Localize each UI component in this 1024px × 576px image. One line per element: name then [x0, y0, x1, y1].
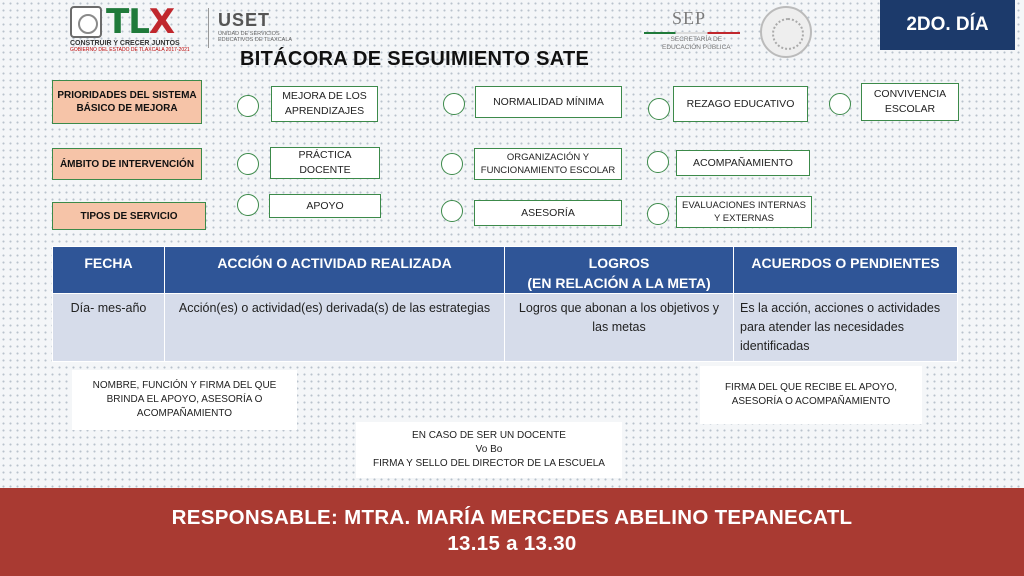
signature-receiver[interactable]: FIRMA DEL QUE RECIBE EL APOYO, ASESORÍA O ACOMPAÑAMIENTO: [700, 366, 922, 424]
page-title: BITÁCORA DE SEGUIMIENTO SATE: [240, 48, 590, 70]
header-logros: LOGROS (EN RELACIÓN A LA META): [505, 247, 734, 294]
radio-normalidad[interactable]: [443, 93, 465, 115]
cell-logros[interactable]: Logros que abonan a los objetivos y las metas: [505, 294, 734, 362]
signature-provider[interactable]: NOMBRE, FUNCIÓN Y FIRMA DEL QUE BRINDA EL APOYO, ASESORÍA O ACOMPAÑAMIENTO: [72, 370, 297, 430]
radio-asesoria[interactable]: [441, 200, 463, 222]
category-ambito: ÁMBITO DE INTERVENCIÓN: [52, 148, 202, 180]
table-row: [53, 294, 958, 362]
cell-acuerdos[interactable]: Es la acción, acciones o actividades para atender las necesidades identificadas: [734, 294, 958, 362]
option-mejora[interactable]: MEJORA DE LOS APRENDIZAJES: [271, 86, 378, 122]
uset-logo: USET UNIDAD DE SERVICIOS EDUCATIVOS DE TLAXCALA: [218, 10, 293, 43]
header-fecha: FECHA: [53, 247, 165, 294]
tlaxcala-seal-icon: [70, 6, 102, 38]
header-acuerdos: ACUERDOS O PENDIENTES: [734, 247, 958, 294]
category-tipos: TIPOS DE SERVICIO: [52, 202, 206, 230]
radio-convivencia[interactable]: [829, 93, 851, 115]
option-normalidad[interactable]: NORMALIDAD MÍNIMA: [475, 86, 622, 118]
signature-director[interactable]: EN CASO DE SER UN DOCENTE Vo Bo FIRMA Y SELLO DEL DIRECTOR DE LA ESCUELA: [356, 422, 622, 478]
tlx-logo: TLX CONSTRUIR Y CRECER JUNTOS GOBIERNO DEL ESTADO DE TLAXCALA 2017-2021: [70, 2, 190, 53]
cell-accion[interactable]: Acción(es) o actividad(es) derivada(s) de las estrategias: [165, 294, 505, 362]
tlx-government: GOBIERNO DEL ESTADO DE TLAXCALA 2017-2021: [70, 47, 190, 53]
bitacora-table: [52, 246, 958, 362]
radio-practica[interactable]: [237, 153, 259, 175]
cell-fecha[interactable]: Día- mes-año: [53, 294, 165, 362]
radio-evaluaciones[interactable]: [647, 203, 669, 225]
sep-color-bar: [644, 32, 740, 34]
option-rezago[interactable]: REZAGO EDUCATIVO: [673, 86, 808, 122]
tlx-slogan: CONSTRUIR Y CRECER JUNTOS: [70, 40, 180, 47]
option-acompanamiento[interactable]: ACOMPAÑAMIENTO: [676, 150, 810, 176]
option-evaluaciones[interactable]: EVALUACIONES INTERNAS Y EXTERNAS: [676, 196, 812, 228]
responsable-text: RESPONSABLE: MTRA. MARÍA MERCEDES ABELINO TEPANECATL: [171, 506, 853, 529]
schedule-text: 13.15 a 13.30: [447, 532, 577, 555]
table-header-row: [53, 247, 958, 294]
footer-banner: [0, 488, 1024, 576]
radio-apoyo[interactable]: [237, 194, 259, 216]
sep-logo: SEP SECRETARÍA DE EDUCACIÓN PÚBLICA: [640, 8, 750, 54]
header-accion: ACCIÓN O ACTIVIDAD REALIZADA: [165, 247, 505, 294]
day-badge: 2DO. DÍA: [880, 0, 1015, 50]
logo-divider: [208, 8, 209, 48]
option-organizacion[interactable]: ORGANIZACIÓN Y FUNCIONAMIENTO ESCOLAR: [474, 148, 622, 180]
radio-mejora[interactable]: [237, 95, 259, 117]
mexico-seal-icon: [760, 6, 812, 58]
option-practica[interactable]: PRÁCTICA DOCENTE: [270, 147, 380, 179]
category-prioridades: PRIORIDADES DEL SISTEMA BÁSICO DE MEJORA: [52, 80, 202, 124]
radio-acompanamiento[interactable]: [647, 151, 669, 173]
option-apoyo[interactable]: APOYO: [269, 194, 381, 218]
radio-organizacion[interactable]: [441, 153, 463, 175]
option-convivencia[interactable]: CONVIVENCIA ESCOLAR: [861, 83, 959, 121]
option-asesoria[interactable]: ASESORÍA: [474, 200, 622, 226]
radio-rezago[interactable]: [648, 98, 670, 120]
